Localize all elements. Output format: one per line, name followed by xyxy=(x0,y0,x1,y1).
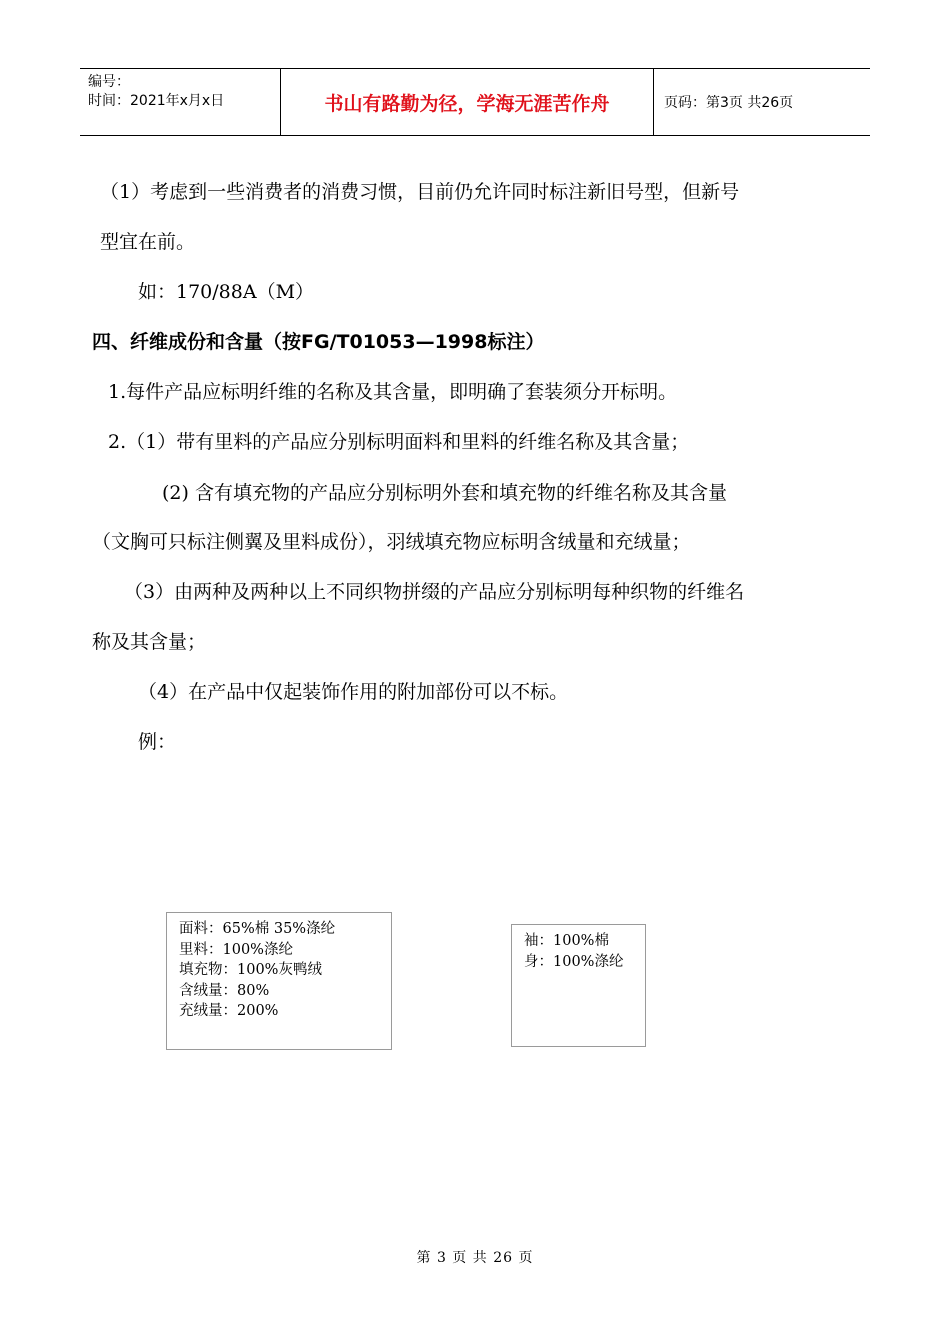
page-footer: 第 3 页 共 26 页 xyxy=(416,1250,534,1266)
paragraph-item-2-3-line-2: 称及其含量； xyxy=(92,631,207,653)
paragraph-1-line-1: （1）考虑到一些消费者的消费习惯，目前仍允许同时标注新旧号型，但新号 xyxy=(100,181,740,203)
paragraph-1-line-2: 型宜在前。 xyxy=(100,231,196,253)
paragraph-item-2-3-line-1: （3）由两种及两种以上不同织物拼缀的产品应分别标明每种织物的纤维名 xyxy=(124,581,745,603)
label2-line-sleeve: 袖：100%棉 xyxy=(524,933,609,949)
section-heading-4: 四、纤维成份和含量（按FG/T01053—1998标注） xyxy=(92,331,545,353)
paragraph-item-1: 1.每件产品应标明纤维的名称及其含量，即明确了套装须分开标明。 xyxy=(108,381,678,403)
document-date: 时间：2021年x月x日 xyxy=(88,93,225,109)
header-meta xyxy=(80,69,281,135)
paragraph-example-size: 如：170/88A（M） xyxy=(138,281,315,303)
page-header xyxy=(80,68,870,136)
paragraph-item-2-2-line-1: (2) 含有填充物的产品应分别标明外套和填充物的纤维名称及其含量 xyxy=(162,482,727,504)
label1-line-fill-amount: 充绒量：200% xyxy=(179,1003,279,1019)
label2-line-body: 身：100%涤纶 xyxy=(524,953,624,970)
document-number-label: 编号： xyxy=(88,74,130,90)
header-page-info: 页码：第3页 共26页 xyxy=(664,95,794,111)
paragraph-example-label: 例： xyxy=(138,731,177,753)
paragraph-item-2-4: （4）在产品中仅起装饰作用的附加部份可以不标。 xyxy=(138,681,569,703)
paragraph-item-2-2-line-2: （文胸可只标注侧翼及里料成份），羽绒填充物应标明含绒量和充绒量； xyxy=(92,531,691,553)
label1-line-lining: 里料：100%涤纶 xyxy=(179,941,293,958)
paragraph-item-2-1: 2.（1）带有里料的产品应分别标明面料和里料的纤维名称及其含量； xyxy=(108,431,690,453)
header-motto: 书山有路勤为径，学海无涯苦作舟 xyxy=(281,69,654,135)
fiber-label-example-2 xyxy=(511,924,646,1047)
label1-line-filling: 填充物：100%灰鸭绒 xyxy=(179,962,322,978)
fiber-label-example-1 xyxy=(166,912,392,1050)
label1-line-down-content: 含绒量：80% xyxy=(179,982,270,999)
label1-line-fabric: 面料：65%棉 35%涤纶 xyxy=(179,921,336,937)
